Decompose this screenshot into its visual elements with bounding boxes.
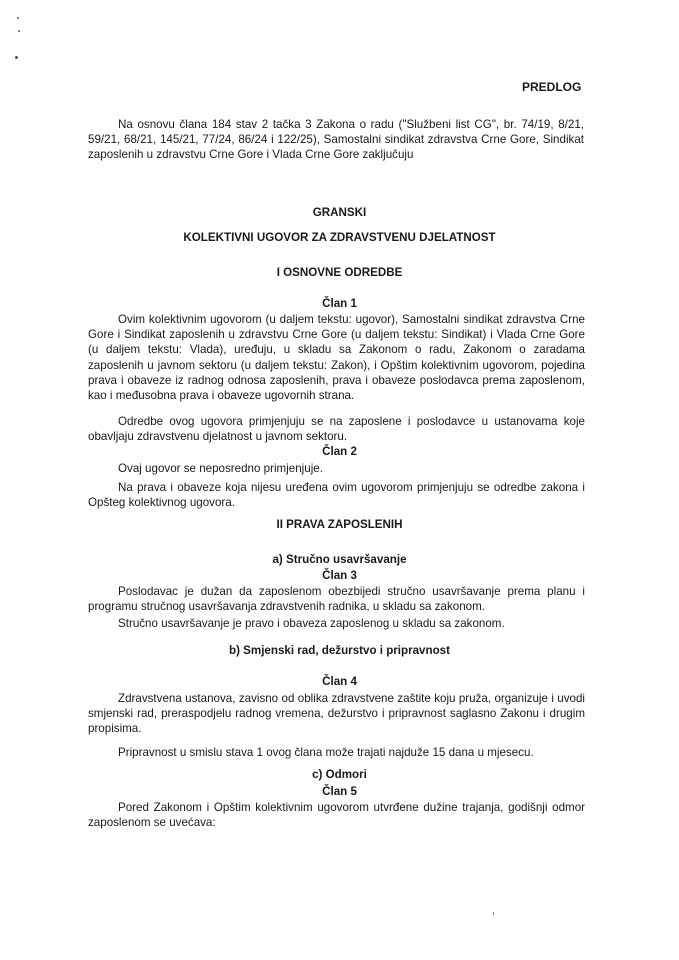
article-paragraph: Ovaj ugovor se neposredno primjenjuje. <box>118 462 323 475</box>
title-line-2: KOLEKTIVNI UGOVOR ZA ZDRAVSTVENU DJELATNOST <box>183 231 496 244</box>
preamble: Na osnovu člana 184 stav 2 tačka 3 Zakona o radu ("Službeni list CG", br. 74/19, 8/21, 59/21, 68/21, 145/21, 77/24, 86/24 i 122/25), Samostalni sindikat zdravstva Crne Gore, Sindikat zaposlenih u zdravstvu Crne Gore i Vlada Crne Gore zaključuju <box>88 118 584 162</box>
article-paragraph: Odredbe ovog ugovora primjenjuju se na zaposlene i poslodavce u ustanovama koje obavljaju zdravstvenu djelatnost u javnom sektoru. <box>88 415 585 444</box>
article-paragraph: Zdravstvena ustanova, zavisno od oblika zdravstvene zaštite koju pruža, organizuje i uvodi smjenski rad, preraspodjelu radnog vremena, dežurstvo i pripravnost saglasno Zakonu i drugim propisima. <box>88 692 585 736</box>
article-paragraph: Ovim kolektivnim ugovorom (u daljem tekstu: ugovor), Samostalni sindikat zdravstva Crne Gore i Sindikat zaposlenih u zdravstvu Crne Gore (u daljem tekstu: Sindikat) i Vlada Crne Gore (u daljem tekstu: Vlada), uređuju, u skladu sa Zakonom o radu, Zakonom o zaradama zaposlenih u javnom sektoru (u daljem tekstu: Zakon), i Opštim kolektivnim ugovorom, pojedina prava i obaveze iz radnog odnosa zaposlenih, prava i obaveze poslodavca prema zaposlenom, kao i međusobna prava i obaveze ugovornih strana. <box>88 313 585 403</box>
proposal-stamp: PREDLOG <box>522 80 582 94</box>
article-paragraph: Pored Zakonom i Opštim kolektivnim ugovorom utvrđene dužine trajanja, godišnji odmor zaposlenom se uvećava: <box>88 801 585 830</box>
article-paragraph: Stručno usavršavanje je pravo i obaveza zaposlenog u skladu sa zakonom. <box>118 617 505 630</box>
scan-speck <box>18 30 20 32</box>
title-line-1: GRANSKI <box>312 206 367 219</box>
section-heading-part2: II PRAVA ZAPOSLENIH <box>276 518 403 531</box>
subsection-heading: a) Stručno usavršavanje <box>272 553 407 566</box>
article-heading: Član 4 <box>322 675 357 688</box>
scan-speck <box>15 56 18 59</box>
article-heading: Član 2 <box>322 445 357 458</box>
article-paragraph: Poslodavac je dužan da zaposlenom obezbijedi stručno usavršavanje prema planu i programu stručnog usavršavanja zdravstvenih radnika, u skladu sa zakonom. <box>88 585 585 614</box>
article-heading: Član 5 <box>322 785 357 798</box>
subsection-heading: c) Odmori <box>312 768 367 781</box>
section-heading-part1: I OSNOVNE ODREDBE <box>276 266 403 279</box>
scan-speck <box>493 912 494 915</box>
subsection-heading: b) Smjenski rad, dežurstvo i pripravnost <box>229 644 450 657</box>
article-heading: Član 3 <box>322 569 357 582</box>
article-paragraph: Na prava i obaveze koja nijesu uređena ovim ugovorom primjenjuju se odredbe zakona i Opšteg kolektivnog ugovora. <box>88 481 585 510</box>
article-heading: Član 1 <box>322 297 357 310</box>
article-paragraph: Pripravnost u smislu stava 1 ovog člana može trajati najduže 15 dana u mjesecu. <box>118 746 534 759</box>
scan-speck <box>17 17 19 19</box>
